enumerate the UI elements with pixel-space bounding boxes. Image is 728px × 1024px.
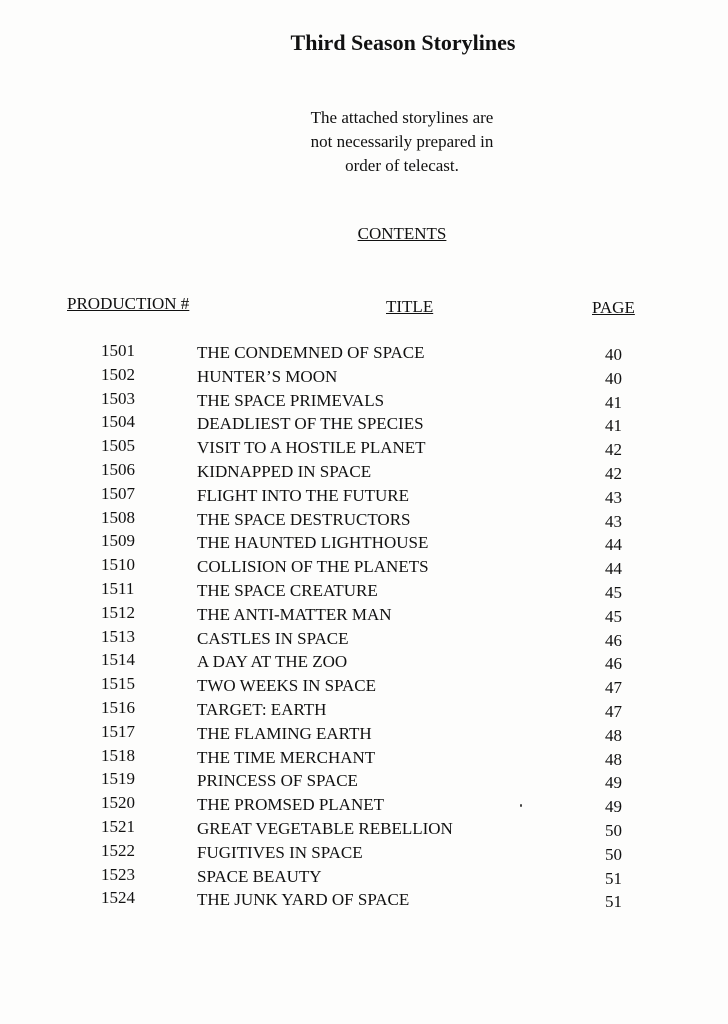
episode-title: TWO WEEKS IN SPACE: [197, 676, 376, 696]
bleed-through-ghost-text: [560, 30, 728, 330]
episode-title: THE SPACE PRIMEVALS: [197, 390, 385, 410]
episode-title: CASTLES IN SPACE: [197, 628, 349, 648]
table-row: [0, 817, 728, 841]
page-number: 48: [605, 725, 622, 745]
contents-heading: CONTENTS: [357, 224, 447, 243]
page-number: 43: [605, 511, 622, 531]
episode-title: KIDNAPPED IN SPACE: [197, 461, 372, 481]
table-row: [0, 579, 728, 603]
production-number: 1524: [101, 888, 135, 908]
page-number: 42: [605, 440, 622, 460]
production-number: 1506: [101, 459, 135, 479]
episode-title: DEADLIEST OF THE SPECIES: [197, 414, 424, 434]
production-number: 1519: [101, 769, 135, 789]
page-number: 41: [605, 416, 622, 436]
page-number: 45: [605, 606, 622, 626]
table-row: [0, 650, 728, 674]
episode-title: THE ANTI-MATTER MAN: [197, 604, 392, 624]
page-number: 44: [605, 559, 622, 579]
production-number: 1523: [101, 864, 135, 884]
episode-title: THE TIME MERCHANT: [197, 747, 376, 767]
page-number: 49: [605, 797, 622, 817]
episode-title: COLLISION OF THE PLANETS: [197, 557, 429, 577]
episode-title: THE HAUNTED LIGHTHOUSE: [197, 533, 429, 553]
column-header-title: TITLE: [386, 297, 434, 316]
intro-note-line: The attached storylines are: [310, 108, 494, 127]
table-row: [0, 769, 728, 793]
intro-note: [0, 106, 728, 178]
page-number: 50: [605, 820, 622, 840]
episode-title: THE JUNK YARD OF SPACE: [197, 890, 410, 910]
episode-title: VISIT TO A HOSTILE PLANET: [197, 438, 426, 458]
page-number: 47: [605, 678, 622, 698]
table-row: [0, 793, 728, 817]
production-number: 1510: [101, 555, 135, 575]
table-row: [0, 841, 728, 865]
production-number: 1504: [101, 412, 135, 432]
episode-title: FLIGHT INTO THE FUTURE: [197, 485, 410, 505]
production-number: 1521: [101, 816, 135, 836]
episode-title: THE CONDEMNED OF SPACE: [197, 343, 425, 362]
episode-title: A DAY AT THE ZOO: [197, 652, 348, 672]
page-number: 49: [605, 773, 622, 793]
table-row: [0, 555, 728, 579]
intro-note-line: not necessarily prepared in: [310, 132, 494, 151]
table-row: [0, 722, 728, 746]
table-row: [0, 603, 728, 627]
page-number: 47: [605, 701, 622, 721]
page-number: 40: [605, 368, 622, 388]
production-number: 1515: [101, 674, 135, 694]
episode-title: SPACE BEAUTY: [197, 866, 322, 886]
production-number: 1502: [101, 364, 135, 384]
production-number: 1520: [101, 793, 135, 813]
page-number: 42: [605, 463, 622, 483]
page-number: 43: [605, 487, 622, 507]
production-number: 1508: [101, 507, 135, 527]
table-row: [0, 627, 728, 651]
episode-title: THE SPACE DESTRUCTORS: [197, 509, 411, 529]
column-header-production: PRODUCTION #: [67, 294, 190, 313]
table-row: [0, 674, 728, 698]
page-number: 44: [605, 535, 622, 555]
table-row: [0, 746, 728, 770]
table-row: [0, 531, 728, 555]
table-row: [0, 508, 728, 532]
table-row: [0, 460, 728, 484]
table-row: [0, 484, 728, 508]
page-number: 40: [605, 345, 622, 364]
contents-table: [0, 341, 728, 912]
production-number: 1522: [101, 840, 135, 860]
episode-title: FUGITIVES IN SPACE: [197, 842, 363, 862]
production-number: 1512: [101, 602, 135, 622]
episode-title: GREAT VEGETABLE REBELLION: [197, 818, 453, 838]
production-number: 1507: [101, 483, 135, 503]
page-number: 51: [605, 892, 622, 912]
production-number: 1505: [101, 436, 135, 456]
production-number: 1503: [101, 388, 135, 408]
episode-title: THE FLAMING EARTH: [197, 723, 372, 743]
episode-title: TARGET: EARTH: [197, 699, 327, 719]
page-number: 46: [605, 630, 622, 650]
page-title: Third Season Storylines: [290, 30, 516, 55]
column-header-page: PAGE: [592, 298, 635, 317]
page-number: 45: [605, 582, 622, 602]
table-row: [0, 436, 728, 460]
page-number: 50: [605, 844, 622, 864]
production-number: 1509: [101, 531, 135, 551]
page-number: 46: [605, 654, 622, 674]
table-row: [0, 365, 728, 389]
production-number: 1501: [101, 341, 135, 360]
production-number: 1517: [101, 721, 135, 741]
page-number: 51: [605, 868, 622, 888]
page-number: 41: [605, 392, 622, 412]
production-number: 1511: [101, 578, 135, 598]
table-row: [0, 698, 728, 722]
scan-speck: [520, 804, 522, 807]
table-row: [0, 341, 728, 365]
episode-title: PRINCESS OF SPACE: [197, 771, 358, 791]
intro-note-line: order of telecast.: [345, 156, 459, 175]
production-number: 1514: [101, 650, 135, 670]
table-row: [0, 412, 728, 436]
production-number: 1513: [101, 626, 135, 646]
production-number: 1516: [101, 697, 135, 717]
episode-title: THE SPACE CREATURE: [197, 580, 378, 600]
production-number: 1518: [101, 745, 135, 765]
table-row: [0, 389, 728, 413]
table-row: [0, 865, 728, 889]
page-number: 48: [605, 749, 622, 769]
episode-title: THE PROMSED PLANET: [197, 795, 385, 815]
episode-title: HUNTER’S MOON: [197, 366, 338, 386]
table-row: [0, 888, 728, 912]
